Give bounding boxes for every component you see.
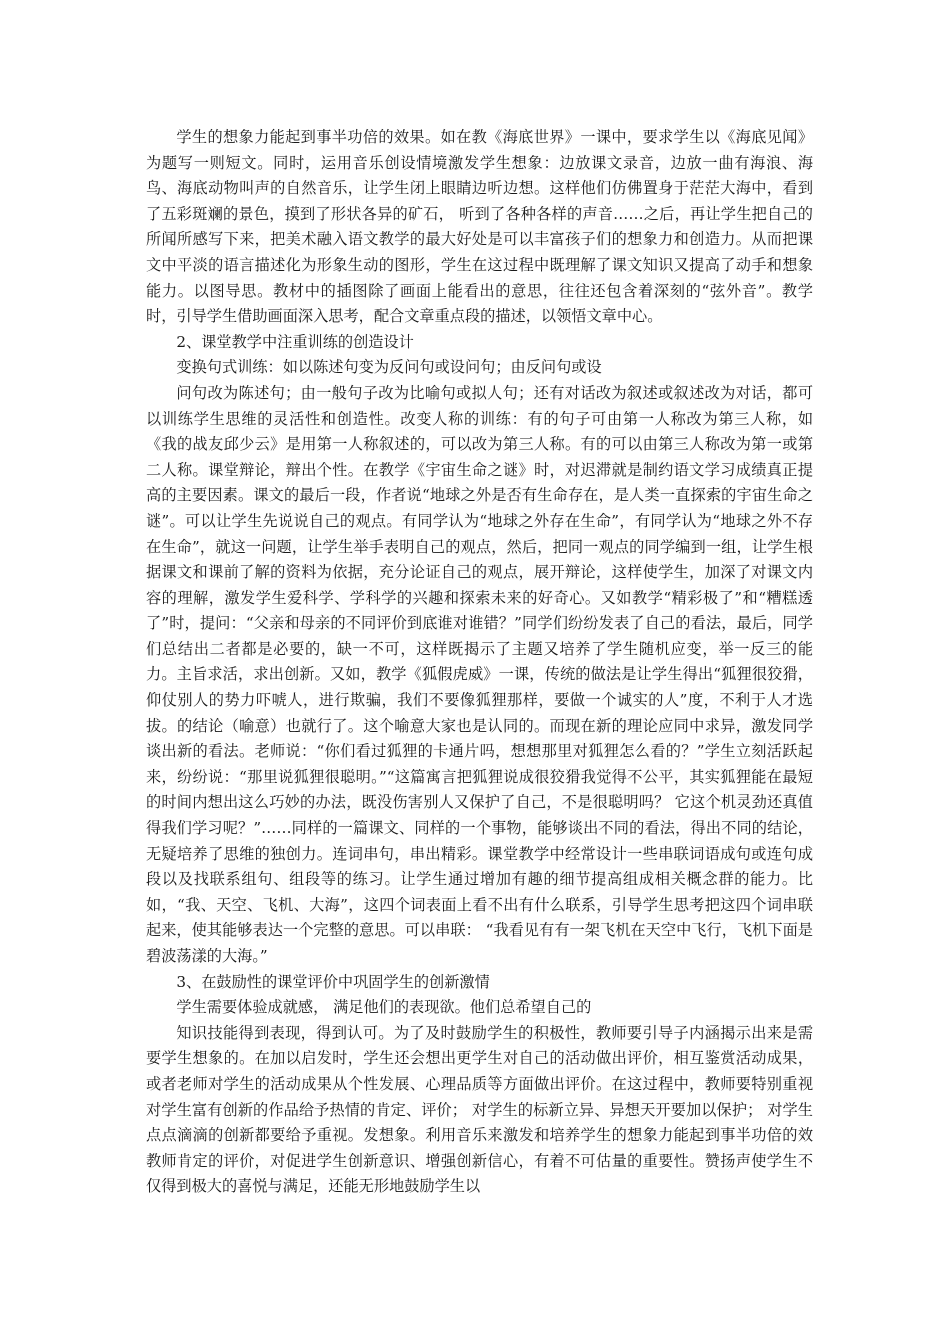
section-heading-2: 2、课堂教学中注重训练的创造设计 xyxy=(176,332,414,351)
paragraph-achievement-need: 学生需要体验成就感， 满足他们的表现欲。他们总希望自己的 xyxy=(176,998,592,1017)
document-body xyxy=(146,125,813,1200)
paragraph-imagination-effect: 学生的想象力能起到事半功倍的效果。如在教《海底世界》一课中，要求学生以《海底见闻》为题写一则短文。同时，运用音乐创设情境激发学生想象：边放课文录音，边放一曲有海浪、海鸟、海底动物叫声的自然音乐，让学生闭上眼睛边听边想。这样他们仿佛置身于茫茫大海中，看到了五彩斑斓的景色，摸到了形状各异的矿石， 听到了各种各样的声音……之后，再让学生把自己的所闻所感写下来，把美术融入语文教学的最大好处是可以丰富孩子们的想象力和创造力。从而把课文中平淡的语言描述化为形象生动的图形，学生在这过程中既理解了课文知识又提高了动手和想象能力。以图导思。教材中的插图除了画面上能看出的意思，往往还包含着深刻的“弦外音”。教学时，引导学生借助画面深入思考，配合文章重点段的描述，以领悟文章中心。 xyxy=(146,128,813,326)
paragraph-encouraging-evaluation: 知识技能得到表现，得到认可。为了及时鼓励学生的积极性，教师要引导子内涵揭示出来是需要学生想象的。在加以启发时，学生还会想出更学生对自己的活动做出评价，相互鉴赏活动成果，或者老师对学生的活动成果从个性发展、心理品质等方面做出评价。在这过程中，教师要特别重视对学生富有创新的作品给予热情的肯定、评价； 对学生的标新立异、异想天开要加以保护； 对学生点点滴滴的创新都要给予重视。发想象。利用音乐来激发和培养学生的想象力能起到事半功倍的效教师肯定的评价，对促进学生创新意识、增强创新信心，有着不可估量的重要性。赞扬声使学生不仅得到极大的喜悦与满足，还能无形地鼓励学生以 xyxy=(146,1023,813,1196)
section-heading-3: 3、在鼓励性的课堂评价中巩固学生的创新激情 xyxy=(176,972,490,991)
paragraph-training-methods: 问句改为陈述句；由一般句子改为比喻句或拟人句；还有对话改为叙述或叙述改为对话，都可以训练学生思维的灵活性和创造性。改变人称的训练：有的句子可由第一人称改为第三人称，如《我的战友邱少云》是用第一人称叙述的，可以改为第三人称。有的可以由第三人称改为第一或第二人称。课堂辩论，辩出个性。在教学《宇宙生命之谜》时，对迟滞就是制约语文学习成绩真正提高的主要因素。课文的最后一段，作者说“地球之外是否有生命存在，是人类一直探索的宇宙生命之谜”。可以让学生先说说自己的观点。有同学认为“地球之外存在生命”，有同学认为“地球之外不存在生命”，就这一问题，让学生举手表明自己的观点，然后，把同一观点的同学编到一组，让学生根据课文和课前了解的资料为依据，充分论证自己的观点，展开辩论，这样使学生，加深了对课文内容的理解，激发学生爱科学、学科学的兴趣和探索未来的好奇心。又如教学“精彩极了”和“糟糕透了”时，提问：“父亲和母亲的不同评价到底谁对谁错？”同学们纷纷发表了自己的看法，最后，同学们总结出二者都是必要的，缺一不可，这样既揭示了主题又培养了学生随机应变，举一反三的能力。主旨求活，求出创新。又如，教学《狐假虎威》一课，传统的做法是让学生得出“狐狸很狡猾，仰仗别人的势力吓唬人，进行欺骗，我们不要像狐狸那样，要做一个诚实的人”度，不利于人才选拔。的结论（喻意）也就行了。这个喻意大家也是认同的。而现在新的理论应同中求异，激发同学谈出新的看法。老师说：“你们看过狐狸的卡通片吗，想想那里对狐狸怎么看的？”学生立刻活跃起来，纷纷说：“那里说狐狸很聪明。”“这篇寓言把狐狸说成很狡猾我觉得不公平，其实狐狸能在最短的时间内想出这么巧妙的办法，既没伤害别人又保护了自己，不是很聪明吗？ 它这个机灵劲还真值得我们学习呢？”……同样的一篇课文、同样的一个事物，能够谈出不同的看法，得出不同的结论，无疑培养了思维的独创力。连词串句，串出精彩。课堂教学中经常设计一些串联词语成句或连句成段以及找联系组句、组段等的练习。让学生通过增加有趣的细节提高组成相关概念群的能力。比如，“我、天空、飞机、大海”，这四个词表面上看不出有什么联系，引导学生思考把这四个词串联起来，使其能够表达一个完整的意思。可以串联： “我看见有有一架飞机在天空中飞行，飞机下面是碧波荡漾的大海。” xyxy=(146,383,813,965)
paragraph-sentence-transform: 变换句式训练：如以陈述句变为反问句或设问句；由反问句或设 xyxy=(176,358,602,377)
